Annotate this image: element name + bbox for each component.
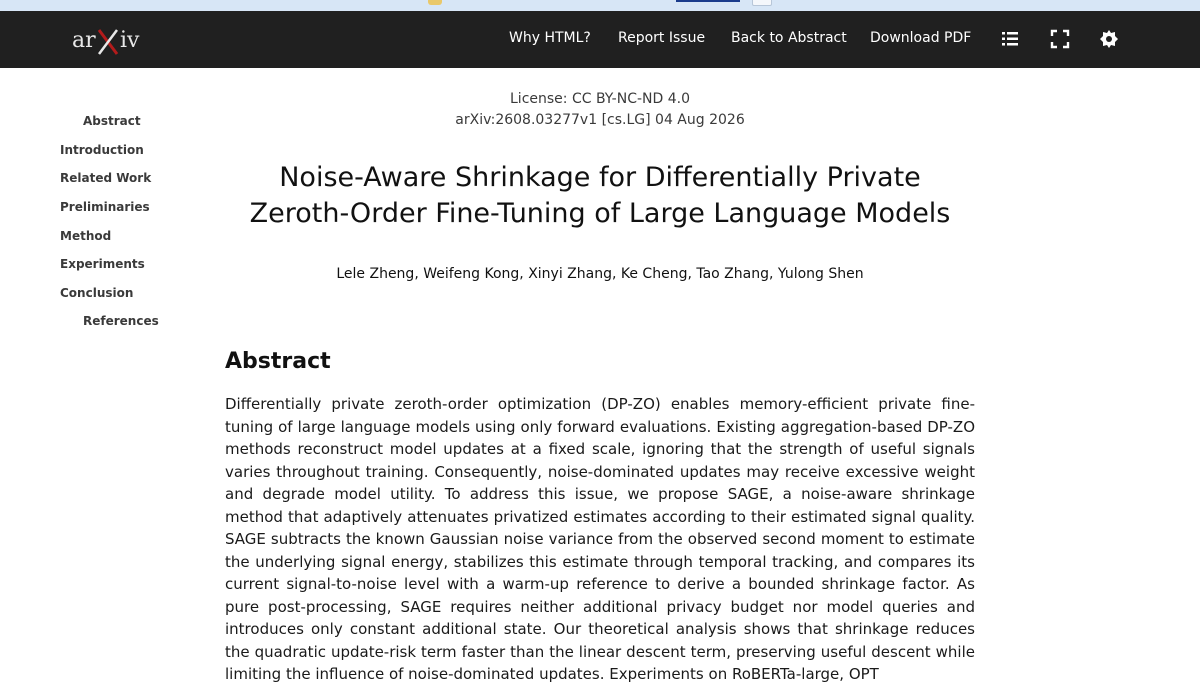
list-icon[interactable] [999,28,1021,50]
paper-title [225,160,975,232]
why-html-link[interactable]: Why HTML? [509,30,591,46]
toc-item-preliminaries[interactable]: Preliminaries [60,200,150,214]
toc-item-introduction[interactable]: Introduction [60,143,144,157]
toc-item-related-work[interactable]: Related Work [60,171,152,185]
toc-item-abstract[interactable]: Abstract [83,114,141,128]
browser-banner-strip [0,0,1200,11]
toc-item-method[interactable]: Method [60,229,112,243]
paper-title-line-1: Noise-Aware Shrinkage for Differentially Private [279,162,921,193]
download-pdf-link[interactable]: Download PDF [870,30,972,46]
toc-item-references[interactable]: References [83,314,159,328]
top-navbar [0,11,1200,68]
arxiv-logo[interactable] [72,24,144,56]
banner-close-button[interactable] [752,0,772,6]
abstract-text: Differentially private zeroth-order optimization (DP-ZO) enables memory-efficient private fine-tuning of large language models using only forward evaluations. Existing aggregation-based DP-ZO methods reconstruct model updates at a fixed scale, ignoring that the strength of useful signals varies throughout training. Consequently, noise-dominated updates may receive excessive weight and degrade model utility. To address this issue, we propose SAGE, a noise-aware shrinkage method that adaptively attenuates privatized estimates according to their estimated signal quality. SAGE subtracts the known Gaussian noise variance from the observed second moment to estimate the underlying signal energy, stabilizes this estimate through temporal tracking, and compares its current signal-to-noise level with a warm-up reference to derive a bounded shrinkage factor. As pure post-processing, SAGE requires neither additional privacy budget nor model queries and introduces only constant additional state. Our theoretical analysis shows that shrinkage reduces the quadratic update-risk term faster than the linear descent term, preserving useful descent while limiting the influence of noise-dominated updates. Experiments on RoBERTa-large, OPT [225,395,975,683]
report-issue-link[interactable]: Report Issue [618,30,706,46]
abstract-heading: Abstract [225,349,331,374]
svg-text:ar: ar [72,28,96,53]
svg-text:iv: iv [120,28,140,53]
author-list: Lele Zheng, Weifeng Kong, Xinyi Zhang, Ke Cheng, Tao Zhang, Yulong Shen [336,266,864,282]
license-line: License: CC BY-NC-ND 4.0 [510,91,690,107]
banner-link-underline[interactable] [676,0,740,2]
toc-item-conclusion[interactable]: Conclusion [60,286,134,300]
back-to-abstract-link[interactable]: Back to Abstract [731,30,847,46]
arxiv-id-line: arXiv:2608.03277v1 [cs.LG] 04 Aug 2026 [455,112,745,128]
paper-title-line-2: Zeroth-Order Fine-Tuning of Large Language Models [249,198,951,229]
settings-icon[interactable] [1098,28,1120,50]
banner-emoji-icon [428,0,442,5]
fullscreen-icon[interactable] [1049,28,1071,50]
toc-item-experiments[interactable]: Experiments [60,257,145,271]
